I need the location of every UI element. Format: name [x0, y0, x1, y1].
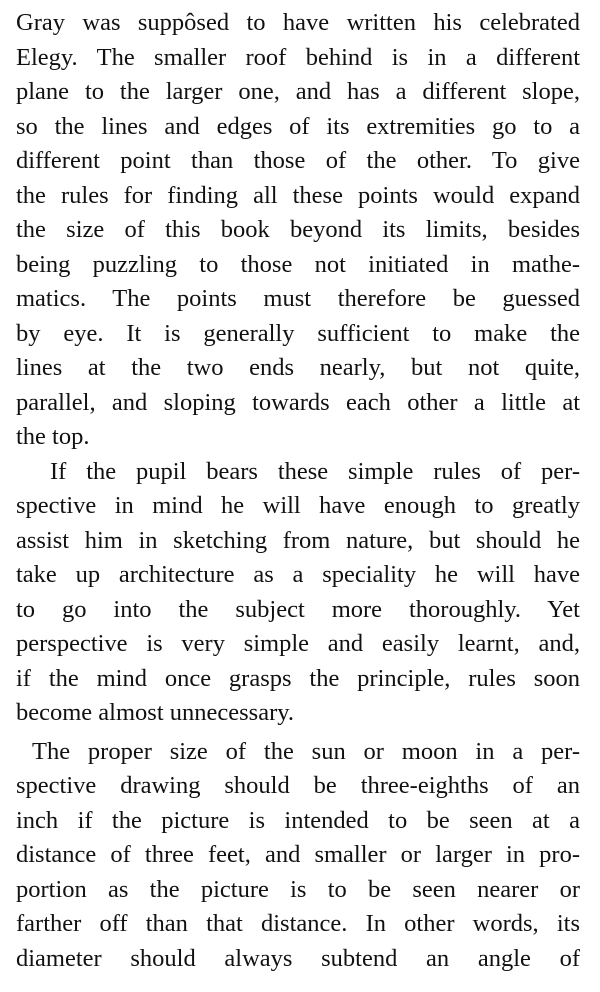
text-line: The proper size of the sun or moon in a per-	[32, 737, 580, 765]
text-line: assist him in sketching from nature, but should he	[16, 526, 580, 554]
text-line: if the mind once grasps the principle, rules soon	[16, 664, 580, 692]
text-line: being puzzling to those not initiated in mathe-	[16, 250, 580, 278]
text-line: to go into the subject more thoroughly. Yet	[16, 595, 580, 623]
paragraph-3	[16, 735, 580, 977]
text-line: farther off than that distance. In other words, its	[16, 910, 580, 937]
text-line: distance of three feet, and smaller or larger in pro-	[16, 841, 580, 868]
text-line: If the pupil bears these simple rules of per-	[50, 457, 580, 485]
text-line: Elegy. The smaller roof behind is in a different	[16, 43, 580, 71]
text-line: spective in mind he will have enough to greatly	[16, 492, 580, 519]
text-line: the top.	[16, 423, 90, 450]
text-line: the size of this book beyond its limits, besides	[16, 216, 580, 243]
text-line: parallel, and sloping towards each other a little at	[16, 388, 580, 416]
text-line: spective drawing should be three-eighths of an	[16, 772, 580, 799]
text-line: the rules for finding all these points would expand	[16, 181, 580, 209]
text-line: plane to the larger one, and has a different slope,	[16, 78, 580, 105]
book-page	[16, 6, 580, 976]
text-line: matics. The points must therefore be guessed	[16, 285, 580, 312]
paragraph-1	[16, 6, 580, 455]
text-line: portion as the picture is to be seen nearer or	[16, 875, 580, 903]
text-line: Gray was suppôsed to have written his celebrated	[16, 9, 580, 36]
paragraph-2	[16, 455, 580, 731]
text-line: lines at the two ends nearly, but not quite,	[16, 354, 580, 381]
text-line: inch if the picture is intended to be seen at a	[16, 806, 580, 834]
text-line: so the lines and edges of its extremities go to a	[16, 112, 580, 140]
text-line: by eye. It is generally sufficient to make the	[16, 319, 580, 347]
text-line: perspective is very simple and easily learnt, and,	[16, 630, 580, 657]
text-line: different point than those of the other. To give	[16, 147, 580, 174]
text-line: diameter should always subtend an angle of	[16, 944, 580, 972]
text-line: become almost unnecessary.	[16, 699, 295, 726]
text-line: take up architecture as a speciality he will have	[16, 561, 580, 588]
